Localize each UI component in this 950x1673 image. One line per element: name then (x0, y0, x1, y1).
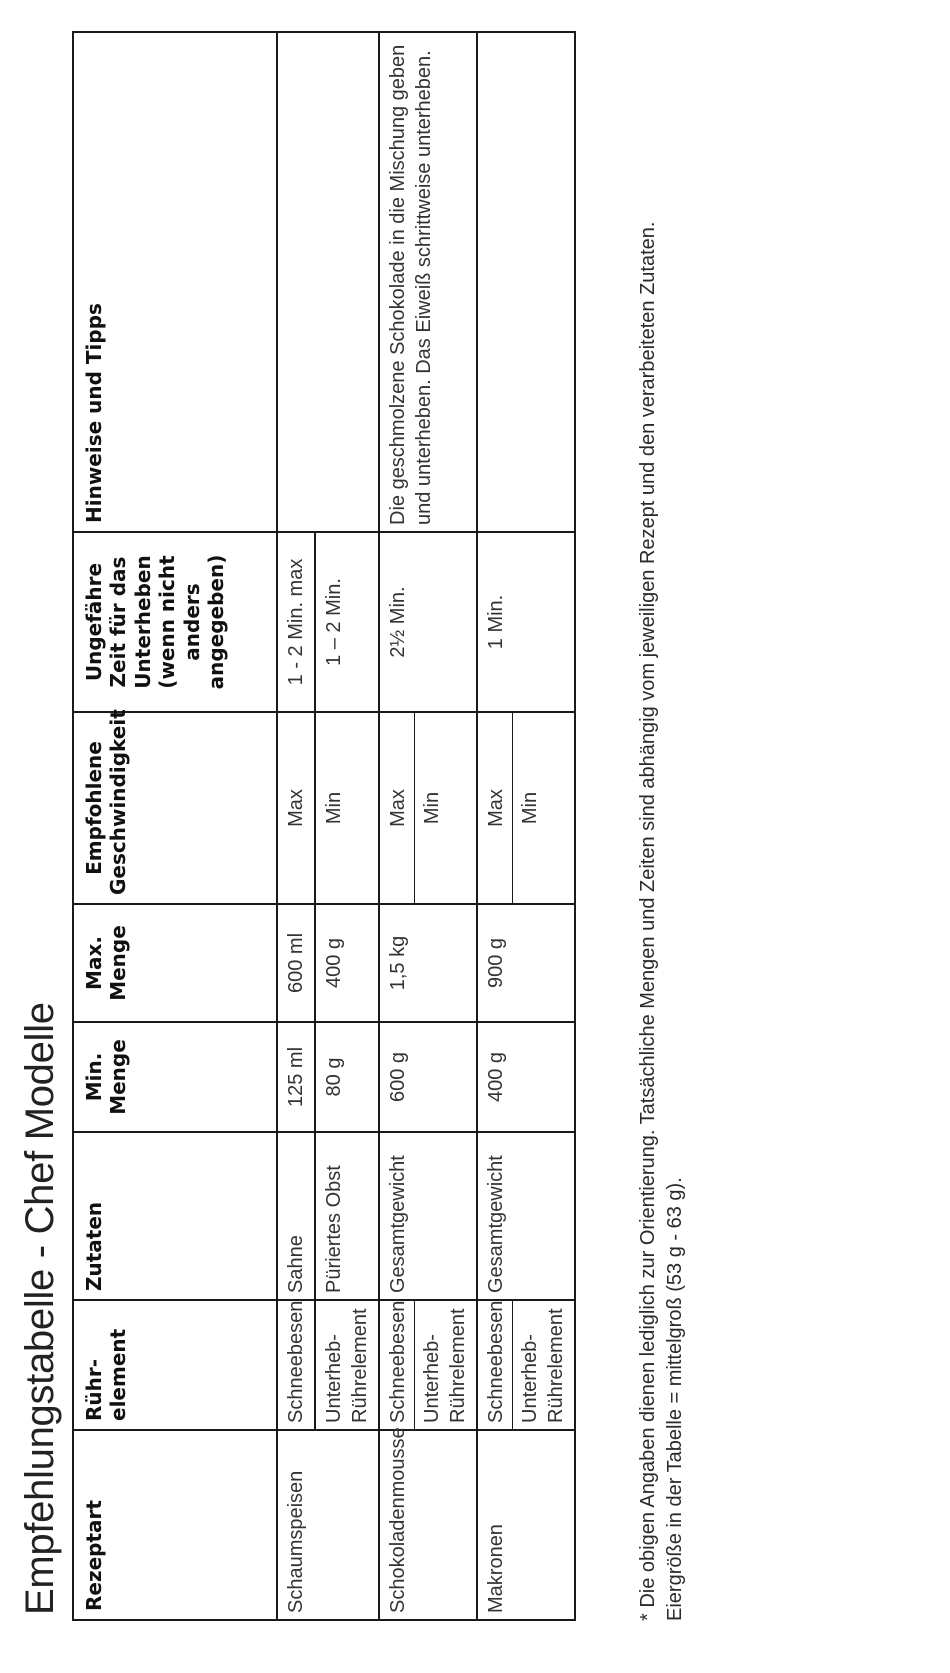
col-header-min-menge: Min. Menge (73, 1022, 277, 1132)
row-schaum-rezeptart: Schaumspeisen (277, 1430, 379, 1620)
row-makronen-ruehrelement-b: Unterheb-Rührelement (519, 1308, 567, 1423)
footnotes (635, 61, 689, 1621)
row-schaum-b-max: 400 g (315, 904, 379, 1022)
row-schoko-ruehrelement (379, 1300, 477, 1430)
row-schoko-speed-b: Min (421, 791, 443, 825)
row-schaum-b-zeit: 1 – 2 Min. (315, 532, 379, 712)
row-schoko-ruehrelement-a: Schneebesen (385, 1301, 415, 1429)
footnote-orientation: * Die obigen Angaben dienen lediglich zur Orientierung. Tatsächliche Mengen und Zeiten sind abhängig vom jeweiligen Rezept und den verarbeiteten Zutaten. (637, 221, 659, 1621)
row-schaum-b-speed: Min (315, 712, 379, 904)
col-header-zeit: Ungefähre Zeit für das Unterheben (wenn nicht anders angegeben) (73, 532, 277, 712)
row-makronen-min: 400 g (477, 1022, 575, 1132)
row-makronen-speed-b: Min (519, 791, 541, 825)
row-makronen-hinweise (477, 32, 575, 532)
row-schoko-min: 600 g (379, 1022, 477, 1132)
row-schaum-a-min: 125 ml (277, 1022, 315, 1132)
row-schaum-b-min: 80 g (315, 1022, 379, 1132)
row-schaum-b-ruehrelement: Unterheb-Rührelement (315, 1300, 379, 1430)
row-schaum-a-ruehrelement: Schneebesen (277, 1300, 315, 1430)
row-schoko-zutaten: Gesamtgewicht (379, 1132, 477, 1300)
row-schoko-max: 1,5 kg (379, 904, 477, 1022)
row-schaum-b-zutaten: Püriertes Obst (315, 1132, 379, 1300)
row-makronen-ruehrelement-a: Schneebesen (483, 1301, 513, 1429)
table-row (477, 32, 575, 1620)
row-schaum-hinweise (277, 32, 379, 532)
row-schaum-a-max: 600 ml (277, 904, 315, 1022)
row-makronen-zeit: 1 Min. (477, 532, 575, 712)
table-row (277, 32, 315, 1620)
row-schoko-ruehrelement-b: Unterheb-Rührelement (421, 1308, 469, 1423)
col-header-max-menge: Max. Menge (73, 904, 277, 1022)
row-schaum-a-zutaten: Sahne (277, 1132, 315, 1300)
row-schoko-rezeptart: Schokoladenmousse (379, 1430, 477, 1620)
footnote-egg-size: Eiergröße in der Tabelle = mittelgroß (53 g - 63 g). (664, 1177, 687, 1621)
row-makronen-zutaten: Gesamtgewicht (477, 1132, 575, 1300)
col-header-ruehrelement: Rühr-element (73, 1300, 277, 1430)
row-schoko-hinweise: Die geschmolzene Schokolade in die Mischung geben und unterheben. Das Eiweiß schrittweise unterheben. (379, 32, 477, 532)
row-schoko-speed (379, 712, 477, 904)
table-row (379, 32, 477, 1620)
col-header-geschwindigkeit: Empfohlene Geschwindigkeit (73, 712, 277, 904)
row-schoko-zeit: 2½ Min. (379, 532, 477, 712)
col-header-zutaten: Zutaten (73, 1132, 277, 1300)
row-schaum-a-speed: Max (277, 712, 315, 904)
row-makronen-ruehrelement (477, 1300, 575, 1430)
table-header-row (73, 32, 277, 1620)
row-makronen-speed (477, 712, 575, 904)
recommendation-table (72, 31, 576, 1621)
col-header-hinweise: Hinweise und Tipps (73, 32, 277, 532)
row-schaum-a-zeit: 1 - 2 Min. max (277, 532, 315, 712)
page-title: Empfehlungstabelle - Chef Modelle (18, 1002, 62, 1615)
row-schoko-speed-a: Max (385, 713, 415, 903)
col-header-rezeptart: Rezeptart (73, 1430, 277, 1620)
row-makronen-max: 900 g (477, 904, 575, 1022)
row-makronen-speed-a: Max (483, 713, 513, 903)
row-makronen-rezeptart: Makronen (477, 1430, 575, 1620)
